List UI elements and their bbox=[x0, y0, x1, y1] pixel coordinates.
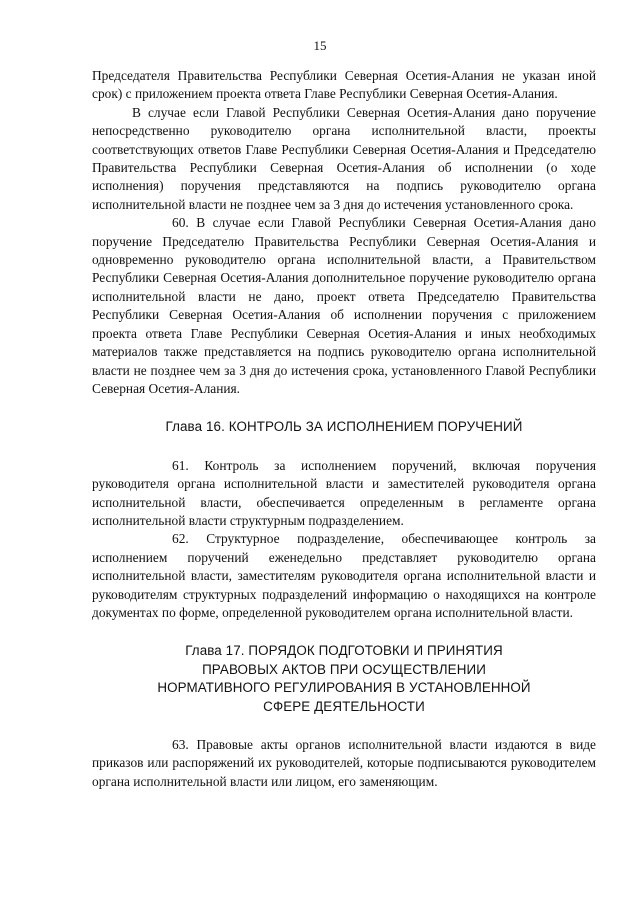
item-60 bbox=[92, 214, 596, 398]
paragraph-direct-instruction: В случае если Главой Республики Северная Осетия-Алания дано поручение непосредственно руководителю органа исполнительной власти, проекты соответствующих ответов Главе Республики Северная Осетия-Алания и Председателю Правительства Республики Северная Осетия-Алания об исполнении (о ходе исполнения) поручения представляются на подпись руководителю органа исполнительной власти не позднее чем за 3 дня до истечения установленного срока. bbox=[92, 104, 596, 212]
paragraph-continuation: Председателя Правительства Республики Северная Осетия-Алания не указан иной срок) с приложением проекта ответа Главе Республики Северная Осетия-Алания. bbox=[92, 68, 596, 102]
chapter-17-line-2: ПРАВОВЫХ АКТОВ ПРИ ОСУЩЕСТВЛЕНИИ bbox=[202, 661, 486, 677]
page-number: 15 bbox=[313, 38, 327, 53]
chapter-17-line-4: СФЕРЕ ДЕЯТЕЛЬНОСТИ bbox=[263, 698, 425, 714]
item-63-text: Правовые акты органов исполнительной власти издаются в виде приказов или распоряжений их руководителей, которые подписываются руководителем органа исполнительной власти или лицом, его заменяющим. bbox=[92, 737, 596, 789]
item-61-text: Контроль за исполнением поручений, включая поручения руководителя органа исполнительной власти и заместителей руководителя органа исполнительной власти, обеспечивается определенным в регламенте органа исполнительной власти структурным подразделением. bbox=[92, 457, 596, 528]
chapter-16-title: Глава 16. КОНТРОЛЬ ЗА ИСПОЛНЕНИЕМ ПОРУЧЕНИЙ bbox=[165, 419, 523, 435]
item-61 bbox=[92, 457, 596, 531]
item-61-number: 61. bbox=[172, 457, 189, 473]
item-63 bbox=[92, 736, 596, 791]
item-62 bbox=[92, 530, 596, 622]
document-body bbox=[92, 67, 596, 791]
item-62-number: 62. bbox=[172, 531, 189, 547]
item-60-number: 60. bbox=[172, 215, 189, 231]
item-60-text: В случае если Главой Республики Северная Осетия-Алания дано поручение Председателю Правительства Республики Северная Осетия-Алания и одновременно руководителю органа исполнительной власти, а Правительством Республики Северная Осетия-Алания дополнительное поручение руководителю органа исполнительной власти не дано, проект ответа Председателю Правительства Республики Северная Осетия-Алания об исполнении поручения с приложением проекта ответа Главе Республики Северная Осетия-Алания и иных необходимых материалов также представляется на подпись руководителю органа исполнительной власти не позднее чем за 3 дня до истечения срока, установленного Главой Республики Северная Осетия-Алания. bbox=[92, 215, 596, 396]
item-62-text: Структурное подразделение, обеспечивающее контроль за исполнением поручений еженедельно представляет руководителю органа исполнительной власти, заместителям руководителя органа исполнительной власти и руководителям структурных подразделений информацию о находящихся на контроле документах по форме, определенной руководителем органа исполнительной власти. bbox=[92, 531, 596, 620]
chapter-17-line-1: Глава 17. ПОРЯДОК ПОДГОТОВКИ И ПРИНЯТИЯ bbox=[185, 643, 503, 659]
item-63-number: 63. bbox=[172, 737, 189, 752]
chapter-17-title bbox=[92, 642, 596, 716]
chapter-17-line-3: НОРМАТИВНОГО РЕГУЛИРОВАНИЯ В УСТАНОВЛЕННОЙ bbox=[157, 680, 531, 696]
